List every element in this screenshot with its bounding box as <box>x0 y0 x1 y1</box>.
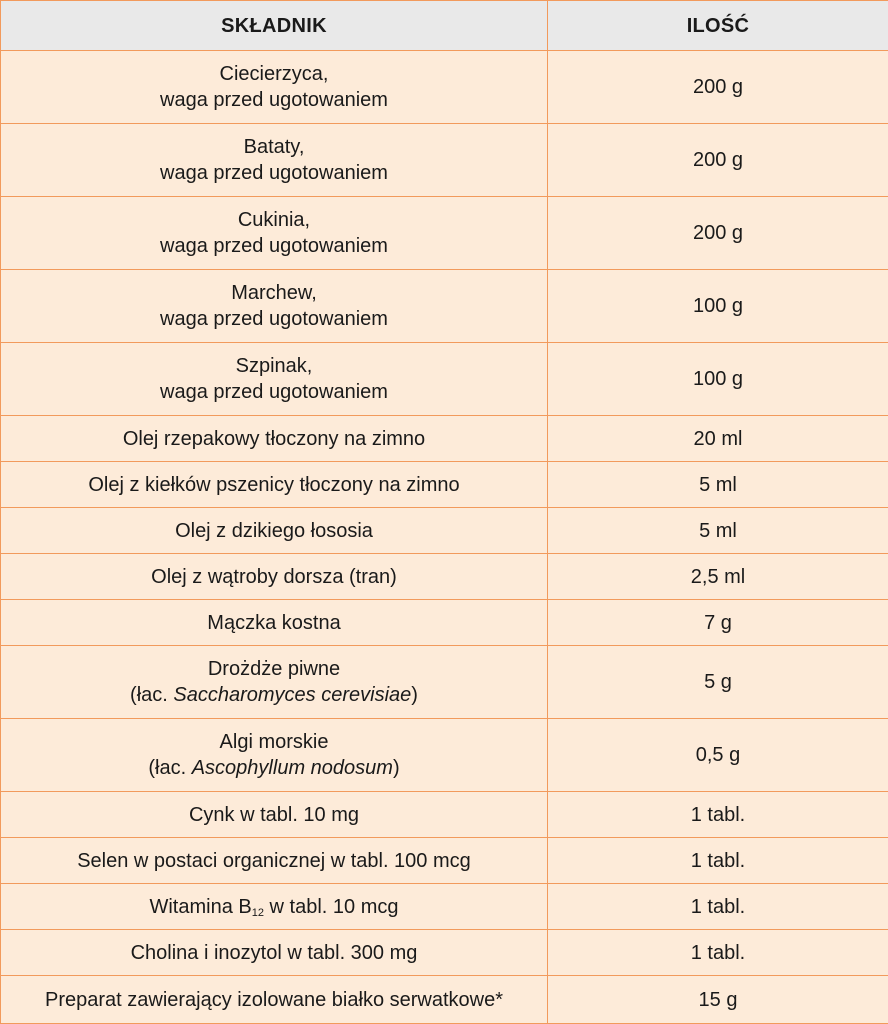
subscript: 12 <box>251 906 264 919</box>
table-row <box>1 976 888 1024</box>
ingredient-name: Ciecierzyca, <box>219 63 329 85</box>
ingredient-note: waga przed ugotowaniem <box>160 235 388 257</box>
ingredient-cell <box>1 197 548 270</box>
amount-cell: 200 g <box>548 197 888 270</box>
ingredient-name: Cukinia, <box>237 209 311 231</box>
amount-cell: 15 g <box>548 976 888 1024</box>
amount-cell: 1 tabl. <box>548 930 888 976</box>
table-row <box>1 646 888 719</box>
ingredient-note <box>7 682 541 708</box>
table-row <box>1 508 888 554</box>
amount-cell: 0,5 g <box>548 719 888 792</box>
table-row <box>1 600 888 646</box>
latin-name: Saccharomyces cerevisiae <box>173 684 412 706</box>
ingredient-name: Bataty, <box>243 136 305 158</box>
ingredient-name: Algi morskie <box>219 731 329 753</box>
note-suffix: ) <box>392 757 400 779</box>
ingredient-note: waga przed ugotowaniem <box>160 308 388 330</box>
ingredient-cell <box>1 719 548 792</box>
ingredient-cell: Olej z wątroby dorsza (tran) <box>1 554 548 600</box>
amount-cell: 2,5 ml <box>548 554 888 600</box>
ingredient-cell <box>1 884 548 930</box>
table-row <box>1 124 888 197</box>
ingredient-cell: Selen w postaci organicznej w tabl. 100 mcg <box>1 838 548 884</box>
amount-cell: 200 g <box>548 124 888 197</box>
ingredient-cell: Olej z dzikiego łososia <box>1 508 548 554</box>
amount-cell: 100 g <box>548 343 888 416</box>
ingredient-cell <box>1 343 548 416</box>
ingredient-cell: Cholina i inozytol w tabl. 300 mg <box>1 930 548 976</box>
table-row <box>1 792 888 838</box>
amount-cell: 100 g <box>548 270 888 343</box>
note-suffix: ) <box>411 684 418 706</box>
table-row <box>1 270 888 343</box>
latin-name: Ascophyllum nodosum <box>191 757 393 779</box>
ingredient-cell: Olej z kiełków pszenicy tłoczony na zimno <box>1 462 548 508</box>
ingredient-name: Szpinak, <box>235 355 313 377</box>
ingredient-name: Marchew, <box>231 282 317 304</box>
table-row <box>1 554 888 600</box>
ingredient-cell <box>1 270 548 343</box>
ingredient-cell: Preparat zawierający izolowane białko serwatkowe* <box>1 976 548 1024</box>
column-header-ingredient: SKŁADNIK <box>1 1 548 51</box>
table-row <box>1 462 888 508</box>
amount-cell: 7 g <box>548 600 888 646</box>
ingredient-note: waga przed ugotowaniem <box>160 162 388 184</box>
amount-cell: 1 tabl. <box>548 884 888 930</box>
table-row <box>1 838 888 884</box>
amount-cell: 20 ml <box>548 416 888 462</box>
amount-cell: 1 tabl. <box>548 792 888 838</box>
ingredient-name-pre: Witamina B <box>149 895 252 918</box>
note-prefix: (łac. <box>148 757 192 779</box>
table-row <box>1 719 888 792</box>
ingredient-note: waga przed ugotowaniem <box>160 89 388 111</box>
amount-cell: 5 ml <box>548 462 888 508</box>
table-row <box>1 343 888 416</box>
ingredient-name: Drożdże piwne <box>207 658 341 680</box>
ingredient-note: waga przed ugotowaniem <box>160 381 388 403</box>
ingredient-cell: Cynk w tabl. 10 mg <box>1 792 548 838</box>
ingredient-name-post: w tabl. 10 mcg <box>263 895 399 918</box>
table-row <box>1 51 888 124</box>
table-row <box>1 416 888 462</box>
amount-cell: 200 g <box>548 51 888 124</box>
ingredient-cell <box>1 51 548 124</box>
table-row <box>1 197 888 270</box>
note-prefix: (łac. <box>130 684 174 706</box>
table-row <box>1 930 888 976</box>
column-header-amount: ILOŚĆ <box>548 1 888 51</box>
amount-cell: 5 ml <box>548 508 888 554</box>
table-row <box>1 884 888 930</box>
ingredient-note <box>7 755 541 781</box>
ingredient-cell: Mączka kostna <box>1 600 548 646</box>
ingredient-cell: Olej rzepakowy tłoczony na zimno <box>1 416 548 462</box>
ingredient-cell <box>1 646 548 719</box>
amount-cell: 1 tabl. <box>548 838 888 884</box>
amount-cell: 5 g <box>548 646 888 719</box>
header-row <box>1 1 888 51</box>
ingredient-cell <box>1 124 548 197</box>
